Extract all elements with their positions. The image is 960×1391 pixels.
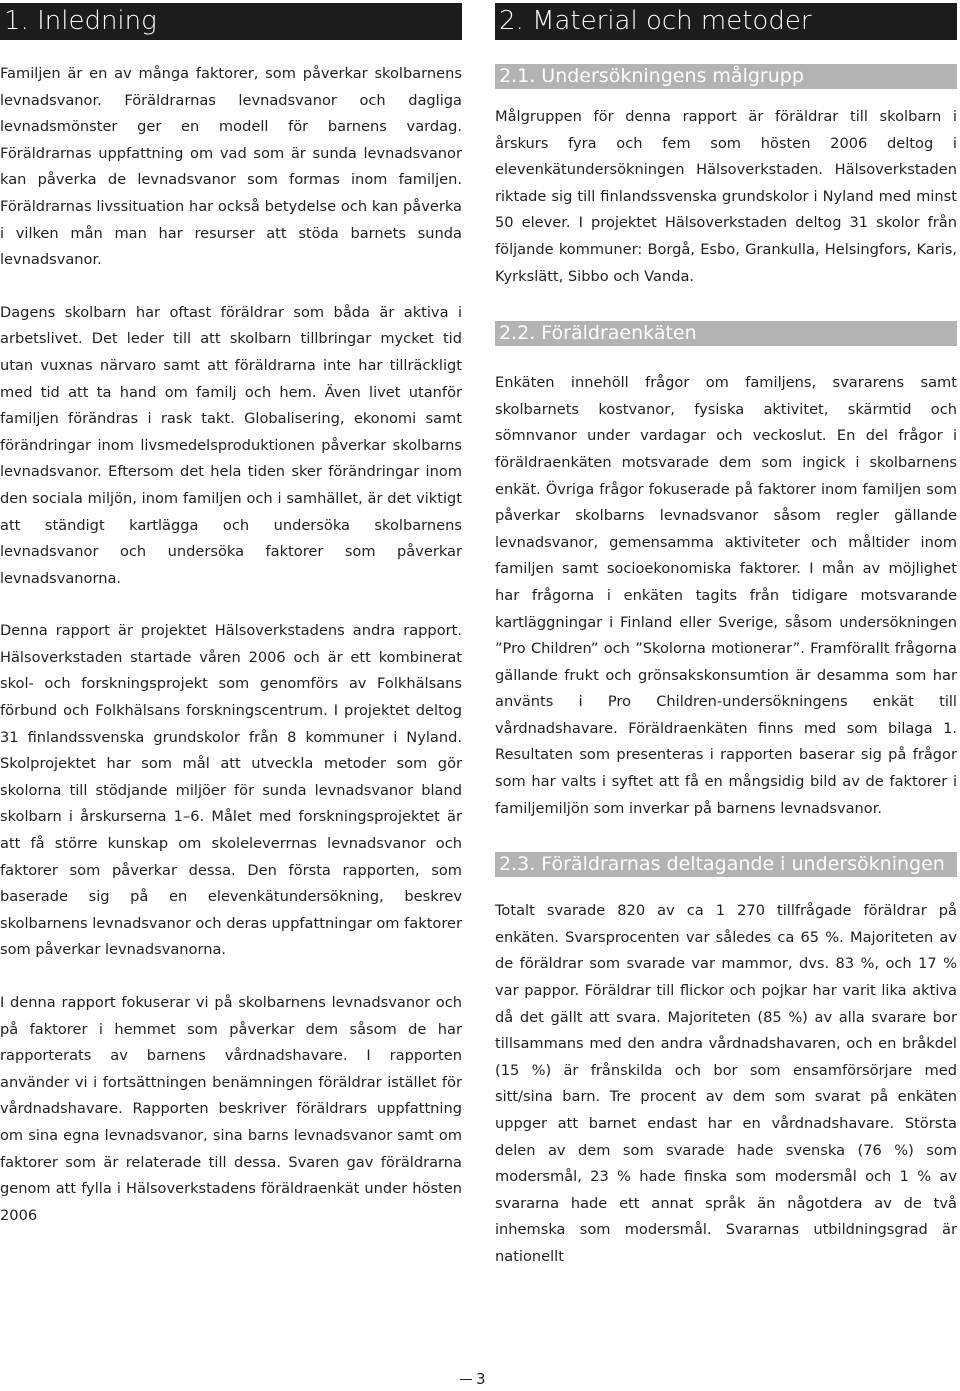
body-paragraph: Dagens skolbarn har oftast föräldrar som båda är aktiva i arbetslivet. Det leder till att skolbarn tillbringar mycket tid utan vuxnas närvaro samt att föräldrarna inte har tillräckligt med tid att ta hand om familj och hem. Även livet utanför familjen förändras i rask takt. Globalisering, ekonomi samt förändringar inom livsmedelsproduktionen påverkar skolbarns levnadsvanor. Eftersom det hela tiden sker förändringar inom den sociala miljön, inom familjen och i samhället, är det viktigt att ständigt kartlägga och undersöka skolbarnens levnadsvanor och undersöka faktorer som påverkar levnadsvanorna. <box>0 303 462 587</box>
section-heading-malgrupp: 2.1. Undersökningens målgrupp <box>495 64 957 89</box>
section-paragraph: Målgruppen för denna rapport är föräldrar till skolbarn i årskurs fyra och fem som hösten 2006 deltog i elevenkätundersökningen Hälsoverkstaden. Hälsoverkstaden riktade sig till finlandssvenska grundskolor i Nyland med minst 50 elever. I projektet Hälsoverkstaden deltog 31 skolor från följande kommuner: Borgå, Esbo, Grankulla, Helsingfors, Karis, Kyrkslätt, Sibbo och Vanda. <box>495 108 957 285</box>
page-number <box>460 1370 486 1388</box>
section-paragraph: Enkäten innehöll frågor om familjens, svararens samt skolbarnets kostvanor, fysiska aktivitet, skärmtid och sömnvanor under vardagar och veckoslut. En del frågor i föräldraenkäten motsvarade dem som ingick i skolbarnens enkät. Övriga frågor fokuserade på faktorer inom familjen som påverkar skolbarns levnadsvanor såsom regler gällande levnadsvanor, gemensamma aktiviteter och måltider inom familjen samt socioekonomiska faktorer. I mån av möjlighet har frågorna i enkäten tagits från tidigare motsvarande kartläggningar i Finland eller Sverige, såsom undersökningen ”Pro Children” och ”Skolorna motionerar”. Framförallt frågorna gällande frukt och grönsakskonsumtion är desamma som har använts i Pro Children-undersökningens enkät till vårdnadshavare. Föräldraenkäten finns med som bilaga 1. Resultaten som presenteras i rapporten baserar sig på frågor som har valts i syftet att få en mångsidig bild av de faktorer i familjemiljön som inverkar på barnens levnadsvanor. <box>495 374 957 817</box>
body-paragraph: Familjen är en av många faktorer, som påverkar skolbarnens levnadsvanor. Föräldrarnas levnadsvanor och dagliga levnadsmönster ger en modell för barnens vardag. Föräldrarnas uppfattning om vad som är sunda levnadsvanor kan påverka de levnadsvanor som formas inom familjen. Föräldrarnas livssituation har också betydelse och kan påverka i vilken mån man har resurser att stöda barnets sunda levnadsvanor. <box>0 65 462 269</box>
page-number-dash <box>460 1379 472 1381</box>
chapter-heading-material-och-metoder: 2. Material och metoder <box>495 3 957 40</box>
section-heading-foraldraenkaten: 2.2. Föräldraenkäten <box>495 321 957 346</box>
right-column <box>495 0 957 1271</box>
section-paragraph: Totalt svarade 820 av ca 1 270 tillfrågade föräldrar på enkäten. Svarsprocenten var således ca 65 %. Majoriteten av de föräldrar som svarade var mammor, dvs. 83 %, och 17 % var pappor. Föräldrar till flickor och pojkar har varit lika aktiva då det gällt att svara. Majoriteten (85 %) av alla svarare bor tillsammans med den andra vårdnadshavaren, och en bråkdel (15 %) är frånskilda och bor som ensamförsörjare med sitt/sina barn. Tre procent av dem som svarat på enkäten uppger att barnet endast har en vårdnadshavare. Största delen av dem som svarade hade svenska (76 %) som modersmål, 23 % hade finska som modersmål och 1 % av svararna hade ett annat språk än någotdera av de två inhemska som modersmål. Svararnas utbildningsgrad är nationellt <box>495 902 957 1265</box>
section-heading-deltagande: 2.3. Föräldrarnas deltagande i undersökningen <box>495 852 957 877</box>
left-column <box>0 0 462 1229</box>
body-paragraph: I denna rapport fokuserar vi på skolbarnens levnadsvanor och på faktorer i hemmet som påverkar dem såsom de har rapporterats av barnens vårdnadshavare. I rapporten använder vi i fortsättningen benämningen föräldrar istället för vårdnadshavare. Rapporten beskriver föräldrars uppfattning om sina egna levnadsvanor, sina barns levnadsvanor samt om faktorer som är relaterade till dessa. Svaren gav föräldrarna genom att fylla i Hälsoverkstadens föräldraenkät under hösten 2006 <box>0 994 462 1224</box>
body-paragraph: Denna rapport är projektet Hälsoverkstadens andra rapport. Hälsoverkstaden startade våren 2006 och är ett kombinerat skol- och forskningsprojekt som genomförs av Folkhälsans förbund och Folkhälsans forskningscentrum. I projektet deltog 31 finlandssvenska grundskolor från 8 kommuner i Nyland. Skolprojektet har som mål att utveckla metoder som gör skolorna till stödjande miljöer för sunda levnadsvanor bland skolbarn i årskurserna 1–6. Målet med forskningsprojektet är att få större kunskap om skoleleverrnas levnadsvanor och faktorer som påverkar dessa. Den första rapporten, som baserade sig på en elevenkätundersökning, beskrev skolbarnens levnadsvanor och deras uppfattningar om faktorer som påverkar levnadsvanorna. <box>0 622 462 959</box>
chapter-heading-inledning: 1. Inledning <box>0 3 462 40</box>
page-number-text: 3 <box>476 1370 486 1388</box>
intro-body <box>0 61 462 1229</box>
